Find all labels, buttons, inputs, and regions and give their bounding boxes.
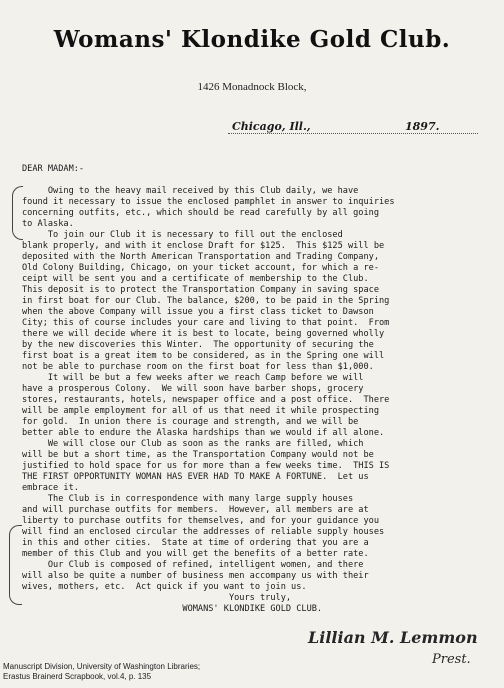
letter-line: better able to endure the Alaska hardships than we would if all alone. <box>22 428 385 438</box>
letter-line: It will be but a few weeks after we reach Camp before we will <box>22 373 364 383</box>
dateline <box>228 120 478 136</box>
dateline-city: Chicago, Ill., <box>232 120 311 133</box>
letter-line: Old Colony Building, Chicago, on your ticket account, for which a re- <box>22 263 379 273</box>
letter-line: DEAR MADAM:- <box>22 164 85 174</box>
margin-bracket-mark <box>9 525 22 605</box>
letter-line: first boat is a great item to be considered, as in the Spring one will <box>22 351 385 361</box>
letter-line: This deposit is to protect the Transportation Company in saving space <box>22 285 379 295</box>
letter-line: To join our Club it is necessary to fill out the enclosed <box>22 230 343 240</box>
letter-line: in first boat for our Club. The balance, $200, to be paid in the Spring <box>22 296 390 306</box>
letter-line: by the new discoveries this Winter. The opportunity of securing the <box>22 340 374 350</box>
letter-line: wives, mothers, etc. Act quick if you want to join us. <box>22 582 307 592</box>
letter-line: Owing to the heavy mail received by this Club daily, we have <box>22 186 359 196</box>
dateline-rule <box>228 133 478 134</box>
letter-body <box>22 164 496 615</box>
letter-line: will find an enclosed circular the addresses of reliable supply houses <box>22 527 385 537</box>
credit-line: Erastus Brainerd Scrapbook, vol.4, p. 135 <box>3 672 152 681</box>
letter-line: when the above Company will issue you a first class ticket to Dawson <box>22 307 374 317</box>
signature-block <box>300 622 500 680</box>
credit-line: Manuscript Division, University of Washington Libraries; <box>3 662 201 671</box>
letter-line: concerning outfits, etc., which should be read carefully by all going <box>22 208 379 218</box>
signature-name: Lillian M. Lemmon <box>308 628 478 647</box>
archive-credit <box>3 662 200 682</box>
letter-line: not be able to purchase room on the first boat for less than $1,000. <box>22 362 374 372</box>
dateline-year: 1897. <box>405 120 440 133</box>
letter-line: and will purchase outfits for members. However, all members are at <box>22 505 369 515</box>
letter-line: blank properly, and with it enclose Draft for $125. This $125 will be <box>22 241 385 251</box>
letter-line: embrace it. <box>22 483 79 493</box>
letter-line <box>22 175 496 186</box>
letter-line: found it necessary to issue the enclosed pamphlet in answer to inquiries <box>22 197 395 207</box>
margin-bracket-mark <box>12 186 23 240</box>
letter-line: WOMANS' KLONDIKE GOLD CLUB. <box>22 604 323 614</box>
letterhead-title: Womans' Klondike Gold Club. <box>53 26 451 53</box>
letter-line: City; this of course includes your care and living to that point. From <box>22 318 390 328</box>
letter-line: stores, restaurants, hotels, newspaper office and a post office. There <box>22 395 390 405</box>
letter-line: will also be quite a number of business men accompany us with their <box>22 571 369 581</box>
letter-line: Yours truly, <box>22 593 292 603</box>
letter-line: We will close our Club as soon as the ranks are filled, which <box>22 439 364 449</box>
letter-line: to Alaska. <box>22 219 74 229</box>
letter-line: The Club is in correspondence with many large supply houses <box>22 494 354 504</box>
letter-line: THE FIRST OPPORTUNITY WOMAN HAS EVER HAD TO MAKE A FORTUNE. Let us <box>22 472 369 482</box>
letter-line: justified to hold space for us for more than a few weeks time. THIS IS <box>22 461 390 471</box>
letter-line: member of this Club and you will get the benefits of a better rate. <box>22 549 369 559</box>
letter-line: will be but a short time, as the Transportation Company would not be <box>22 450 374 460</box>
letter-line: for gold. In union there is courage and strength, and we will be <box>22 417 359 427</box>
letter-line: ceipt will be sent you and a certificate of membership to the Club. <box>22 274 369 284</box>
letter-line: have a prosperous Colony. We will soon have barber shops, grocery <box>22 384 364 394</box>
letter-line: Our Club is composed of refined, intelligent women, and there <box>22 560 364 570</box>
letter-line: will be ample employment for all of us that need it while prospecting <box>22 406 379 416</box>
letter-line: liberty to purchase outfits for themselves, and for your guidance you <box>22 516 379 526</box>
letter-line: deposited with the North American Transportation and Trading Company, <box>22 252 379 262</box>
signature-title: Prest. <box>432 652 471 667</box>
letterhead-address: 1426 Monadnock Block, <box>197 81 307 93</box>
letter-line: there we will decide where it is best to locate, being governed wholly <box>22 329 385 339</box>
letter-line: in this and other cities. State at time of ordering that you are a <box>22 538 369 548</box>
